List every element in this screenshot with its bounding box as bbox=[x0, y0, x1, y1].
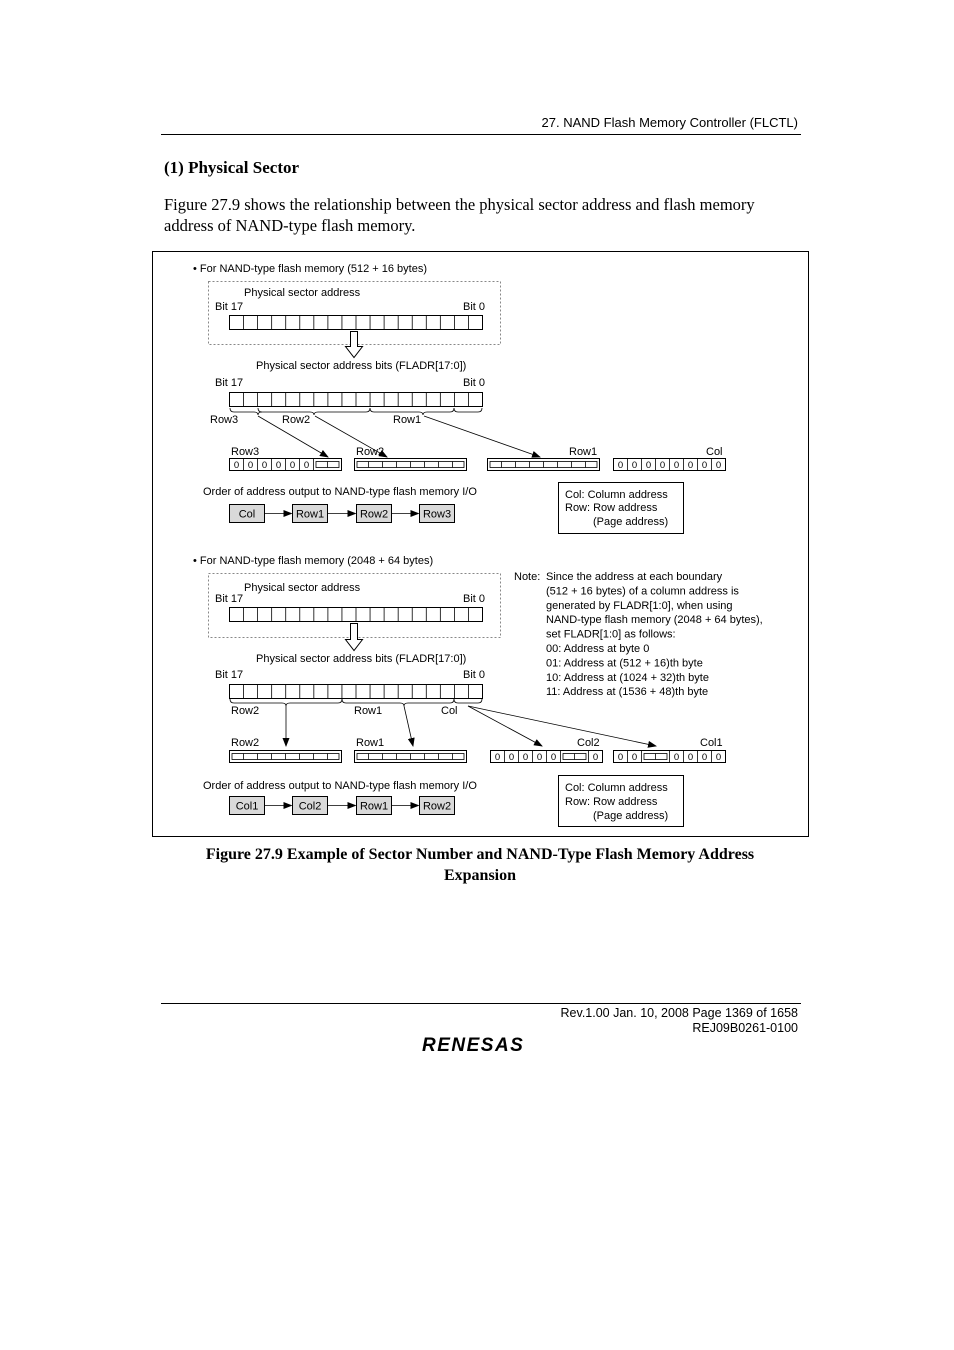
part2-bit17: Bit 17 bbox=[215, 669, 244, 681]
order-box-label: Row1 bbox=[359, 800, 389, 813]
note-line: NAND-type flash memory (2048 + 64 bytes), bbox=[546, 614, 763, 627]
part2-byte-row1-label: Row1 bbox=[356, 737, 385, 749]
byte-zero-bit: 0 bbox=[247, 460, 254, 471]
byte-zero-bit: 0 bbox=[715, 460, 722, 471]
part2-legend-page: (Page address) bbox=[593, 810, 669, 822]
part2-arrow-col2 bbox=[468, 706, 542, 746]
byte-zero-bit: 0 bbox=[701, 460, 708, 471]
part2-legend-row: Row: Row address bbox=[565, 796, 658, 808]
part2-row2-label: Row2 bbox=[231, 705, 260, 717]
intro-paragraph: Figure 27.9 shows the relationship between the physical sector address and flash memory address of NAND-type flash memory. bbox=[164, 195, 755, 235]
byte-zero-bit: 0 bbox=[701, 752, 708, 763]
byte-zero-bit: 0 bbox=[715, 752, 722, 763]
part1-bit0-top: Bit 0 bbox=[462, 301, 485, 313]
byte-zero-bit: 0 bbox=[289, 460, 296, 471]
order-box-label: Row1 bbox=[295, 508, 325, 521]
part1-byte-col bbox=[614, 459, 726, 472]
part1-brace-col bbox=[454, 408, 482, 412]
note-line: 10: Address at (1024 + 32)th byte bbox=[546, 671, 709, 684]
part1-psa-label: Physical sector address bbox=[244, 287, 361, 299]
note-line: set FLADR[1:0] as follows: bbox=[546, 628, 676, 641]
part2-byte-col2 bbox=[491, 751, 603, 764]
part2-psa-label: Physical sector address bbox=[244, 582, 361, 594]
byte-zero-bit: 0 bbox=[617, 460, 624, 471]
section-heading: (1) Physical Sector bbox=[164, 158, 300, 177]
part2-psa-register bbox=[230, 608, 483, 622]
byte-zero-bit: 0 bbox=[673, 460, 680, 471]
part2-bits-register bbox=[230, 685, 483, 699]
byte-zero-bit: 0 bbox=[659, 460, 666, 471]
byte-zero-bit: 0 bbox=[645, 460, 652, 471]
part1-byte-col-label: Col bbox=[706, 446, 723, 458]
part2-col-label: Col bbox=[441, 705, 458, 717]
byte-zero-bit: 0 bbox=[303, 460, 310, 471]
part1-byte-row1 bbox=[488, 459, 600, 471]
part2-bits-label: Physical sector address bits (FLADR[17:0]) bbox=[256, 653, 467, 665]
note-line: generated by FLADR[1:0], when using bbox=[546, 599, 733, 612]
part1-hollow-arrow bbox=[346, 332, 363, 358]
byte-zero-bit: 0 bbox=[631, 752, 638, 763]
part2-bit0: Bit 0 bbox=[462, 669, 485, 681]
part2-bit0-top: Bit 0 bbox=[462, 593, 485, 605]
part2-legend-col: Col: Column address bbox=[565, 782, 668, 794]
footer-revision: Rev.1.00 Jan. 10, 2008 Page 1369 of 1658 bbox=[560, 1006, 798, 1020]
renesas-logo bbox=[418, 1034, 542, 1056]
byte-zero-bit: 0 bbox=[673, 752, 680, 763]
figure-caption-line1: Figure 27.9 Example of Sector Number and NAND-Type Flash Memory Address bbox=[205, 846, 755, 863]
part2-bit17-top: Bit 17 bbox=[215, 593, 244, 605]
order-box-label: Row2 bbox=[359, 508, 389, 521]
byte-zero-bit: 0 bbox=[261, 460, 268, 471]
part2-arrow-row1 bbox=[404, 706, 413, 746]
byte-zero-bit: 0 bbox=[536, 752, 543, 763]
part1-brace-row2 bbox=[258, 408, 370, 415]
part2-byte-col1 bbox=[614, 751, 726, 764]
byte-zero-bit: 0 bbox=[494, 752, 501, 763]
part1-order-chain bbox=[230, 505, 455, 523]
part2-byte-row2-label: Row2 bbox=[231, 737, 260, 749]
part1-bit0: Bit 0 bbox=[462, 377, 485, 389]
byte-zero-bit: 0 bbox=[550, 752, 557, 763]
note-line: 11: Address at (1536 + 48)th byte bbox=[546, 686, 709, 699]
order-box-label: Row2 bbox=[422, 800, 452, 813]
note-line: (512 + 16 bytes) of a column address is bbox=[546, 585, 739, 598]
part1-arrow-row1 bbox=[424, 416, 540, 457]
part1-bit17: Bit 17 bbox=[215, 377, 244, 389]
part1-legend-page: (Page address) bbox=[593, 516, 669, 528]
part1-bits-register bbox=[230, 393, 483, 407]
figure-caption-line2: Expansion bbox=[443, 867, 517, 884]
part1-order-label: Order of address output to NAND-type flash memory I/O bbox=[203, 486, 477, 498]
part1-row1-label: Row1 bbox=[393, 414, 422, 426]
note-line: 00: Address at byte 0 bbox=[546, 643, 650, 655]
part1-bits-label: Physical sector address bits (FLADR[17:0]) bbox=[256, 360, 467, 372]
part1-row2-label: Row2 bbox=[282, 414, 311, 426]
byte-zero-bit: 0 bbox=[617, 752, 624, 763]
part2-arrow-col1 bbox=[468, 706, 656, 746]
part2-byte-row2 bbox=[230, 751, 342, 763]
byte-zero-bit: 0 bbox=[522, 752, 529, 763]
note-prefix: Note: bbox=[514, 571, 541, 583]
footer-doc-number: REJ09B0261-0100 bbox=[692, 1021, 798, 1035]
part2-brace-col bbox=[454, 699, 482, 703]
order-box-label: Col bbox=[238, 508, 256, 521]
part2-row1-label: Row1 bbox=[354, 705, 383, 717]
part1-byte-row3 bbox=[230, 459, 342, 472]
note-lines bbox=[546, 571, 763, 698]
part2-byte-col2-label: Col2 bbox=[577, 737, 600, 749]
part1-byte-row2-label: Row2 bbox=[356, 446, 385, 458]
part1-title: • For NAND-type flash memory (512 + 16 bytes) bbox=[193, 263, 428, 275]
part2-order-label: Order of address output to NAND-type flash memory I/O bbox=[203, 780, 477, 792]
note-line: Since the address at each boundary bbox=[546, 571, 723, 583]
part1-legend-row: Row: Row address bbox=[565, 502, 658, 514]
figure-caption bbox=[160, 844, 800, 886]
page-header-title: 27. NAND Flash Memory Controller (FLCTL) bbox=[541, 115, 798, 130]
part1-row3-label: Row3 bbox=[210, 414, 239, 426]
note-line: 01: Address at (512 + 16)th byte bbox=[546, 657, 703, 670]
byte-zero-bit: 0 bbox=[592, 752, 599, 763]
footer-rule bbox=[161, 1003, 801, 1004]
part1-bit17-top: Bit 17 bbox=[215, 301, 244, 313]
byte-zero-bit: 0 bbox=[687, 460, 694, 471]
order-box-label: Row3 bbox=[422, 508, 452, 521]
order-box-label: Col2 bbox=[298, 800, 322, 813]
part1-psa-register bbox=[230, 316, 483, 330]
renesas-logo-text: RENESAS bbox=[422, 1035, 525, 1056]
part1-byte-row2 bbox=[355, 459, 467, 471]
byte-zero-bit: 0 bbox=[687, 752, 694, 763]
part2-byte-row1 bbox=[355, 751, 467, 763]
byte-zero-bit: 0 bbox=[233, 460, 240, 471]
byte-zero-bit: 0 bbox=[508, 752, 515, 763]
part2-order-chain bbox=[230, 797, 455, 815]
part2-title: • For NAND-type flash memory (2048 + 64 bytes) bbox=[193, 555, 434, 567]
part1-legend-col: Col: Column address bbox=[565, 489, 668, 501]
byte-zero-bit: 0 bbox=[275, 460, 282, 471]
part1-byte-row1-label: Row1 bbox=[569, 446, 598, 458]
part2-byte-col1-label: Col1 bbox=[700, 737, 723, 749]
order-box-label: Col1 bbox=[235, 800, 259, 813]
part1-byte-row3-label: Row3 bbox=[231, 446, 260, 458]
byte-zero-bit: 0 bbox=[631, 460, 638, 471]
